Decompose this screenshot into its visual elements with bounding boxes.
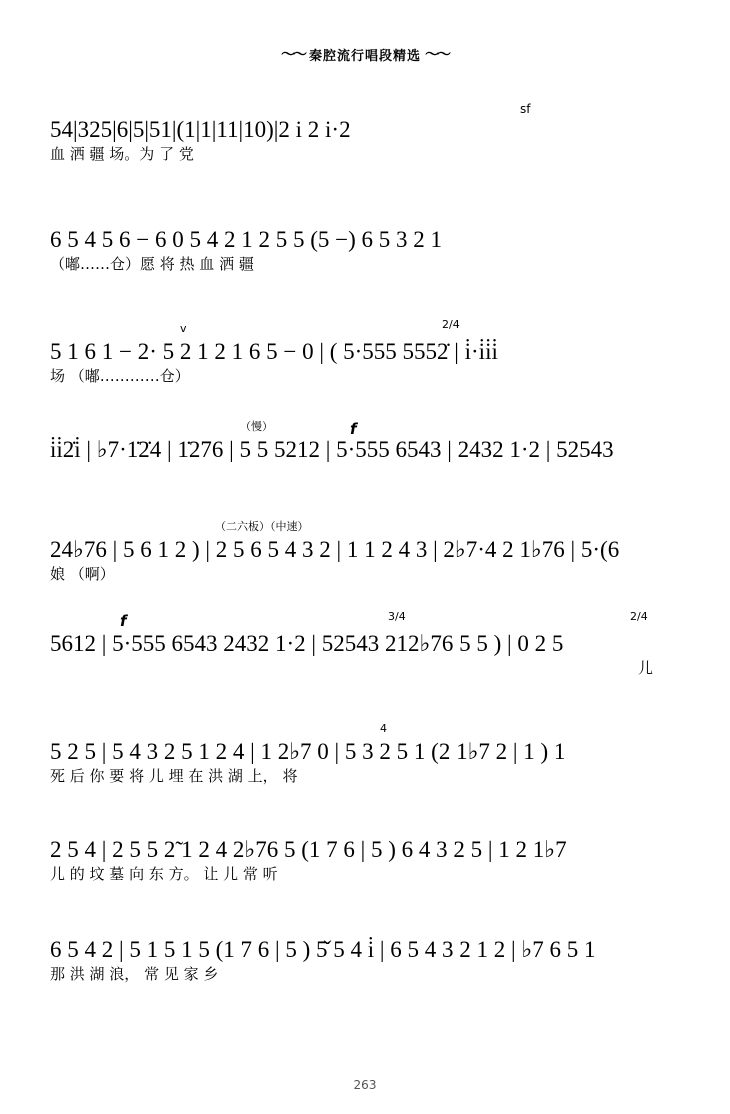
tempo-marking-erliuban: （二六板）（中速） <box>215 520 309 533</box>
page-number: 263 <box>353 1078 377 1092</box>
lyrics-line-9: 那 洪 湖 浪， 常 见 家 乡 <box>50 965 219 983</box>
time-signature-2-4: 2/4 <box>442 318 460 331</box>
music-system-3 <box>50 318 690 385</box>
dynamic-marking-f-1: f <box>350 420 357 438</box>
bow-marking-v: v <box>180 322 187 335</box>
page-header <box>0 44 730 64</box>
notation-line-9: 6 5 4 2 | 5 1 5 1 5 (1 7 6 | 5 ) 5̌ 5 4 i̇ | 6 5 4 3 2 1 2 | ♭7 6 5 1 <box>50 937 596 962</box>
notation-line-1: 54|325|6|5|51|(1|1|11|10)|2 i 2 i·2 <box>50 117 351 142</box>
notation-line-7: 5 2 5 | 5 4 3 2 5 1 2 4 | 1 2♭7 0 | 5 3 2 5 1 (2 1♭7 2 | 1 ) 1 <box>50 739 566 764</box>
lyrics-line-2: （嘟……仓）愿 将 热 血 洒 疆 <box>50 255 254 273</box>
music-system-1 <box>50 102 690 163</box>
lyrics-line-5: 娘 （啊） <box>50 565 115 583</box>
music-system-8 <box>50 838 690 882</box>
time-signature-2-4-b: 2/4 <box>630 610 648 623</box>
music-system-6 <box>50 610 690 677</box>
music-system-4 <box>50 420 690 462</box>
notation-line-5: 24♭76 | 5 6 1 2 ) | 2 5 6 5 4 3 2 | 1 1 2 4 3 | 2♭7·4 2 1♭76 | 5·(6 <box>50 537 620 562</box>
lyrics-line-6: 儿 <box>638 659 654 677</box>
book-title: 秦腔流行唱段精选 <box>308 48 421 64</box>
notation-line-6: 5612 | 5·555 6543 2432 1·2 | 52543 212♭76 5 5 ) | 0 2 5 <box>50 631 564 656</box>
dynamic-marking-f-2: f <box>120 612 127 630</box>
music-system-9 <box>50 938 690 982</box>
fingering-marking-4: 4 <box>380 722 387 735</box>
lyrics-line-8: 儿 的 坟 墓 向 东 方。 让 儿 常 听 <box>50 865 278 883</box>
notation-line-4: i̇i̇2̇i̇ | ♭7·1̇2̇4 | 1̇276 | 5 5 5212 | 5·555 6543 | 2432 1·2 | 52543 <box>50 437 614 462</box>
music-system-2 <box>50 228 690 272</box>
tempo-marking-slow: （慢） <box>240 420 273 433</box>
music-system-7 <box>50 722 690 785</box>
ornament-left-icon: 〜〜 <box>280 47 305 63</box>
notation-line-3: 5 1 6 1 − 2· 5 2 1 2 1 6 5 − 0 | ( 5·555 5552̇ | i̇·i̇i̇i̇ <box>50 339 498 364</box>
notation-line-2: 6 5 4 5 6 − 6 0 5 4 2 1 2 5 5 (5 −) 6 5 3 2 1 <box>50 227 443 252</box>
dynamic-marking-sf-1: sf <box>520 102 531 116</box>
ornament-right-icon: 〜〜 <box>425 47 449 63</box>
notation-line-8: 2 5 4 | 2 5 5 2̃ 1 2 4 2♭76 5 (1 7 6 | 5 ) 6 4 3 2 5 | 1 2 1♭7 <box>50 837 567 862</box>
music-system-5 <box>50 520 690 583</box>
lyrics-line-3: 场 （嘟…………仓） <box>50 367 190 385</box>
time-signature-3-4: 3/4 <box>388 610 406 623</box>
lyrics-line-1: 血 洒 疆 场。为 了 党 <box>50 145 194 163</box>
lyrics-line-7: 死 后 你 要 将 儿 埋 在 洪 湖 上， 将 <box>50 767 298 785</box>
